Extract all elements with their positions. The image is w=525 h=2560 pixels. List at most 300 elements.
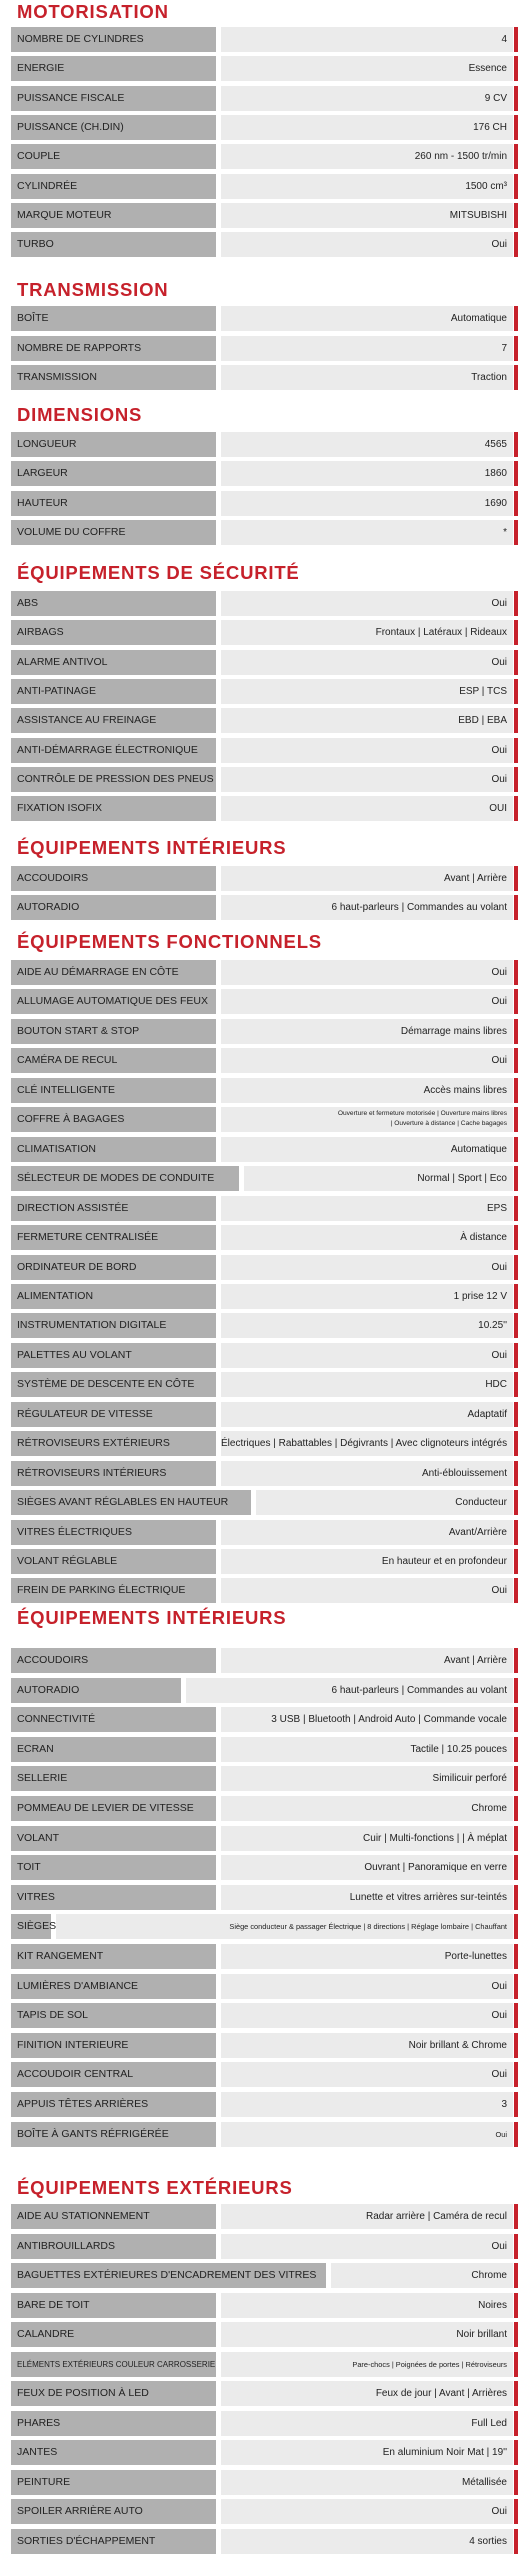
- spec-value: En aluminium Noir Mat | 19'': [221, 2440, 513, 2465]
- spec-label: CAMÉRA DE RECUL: [11, 1048, 216, 1073]
- spec-row: [11, 895, 518, 920]
- accent-bar: [514, 1678, 518, 1703]
- spec-value: Métallisée: [221, 2470, 513, 2495]
- spec-label: HAUTEUR: [11, 491, 216, 516]
- spec-label: VOLUME DU COFFRE: [11, 520, 216, 545]
- accent-bar: [514, 2499, 518, 2524]
- spec-row: [11, 1885, 518, 1910]
- spec-label: ALLUMAGE AUTOMATIQUE DES FEUX: [11, 989, 216, 1014]
- spec-row: [11, 1461, 518, 1486]
- spec-row: [11, 866, 518, 891]
- accent-bar: [514, 989, 518, 1014]
- spec-value: Noir brillant & Chrome: [221, 2033, 513, 2058]
- accent-bar: [514, 2263, 518, 2288]
- spec-value: Oui: [221, 2003, 513, 2028]
- accent-bar: [514, 591, 518, 616]
- spec-label: CALANDRE: [11, 2322, 216, 2347]
- accent-bar: [514, 620, 518, 645]
- spec-value: Cuir | Multi-fonctions | | À méplat: [221, 1826, 513, 1851]
- spec-label: SÉLECTEUR DE MODES DE CONDUITE: [11, 1166, 239, 1191]
- spec-row: [11, 2033, 518, 2058]
- spec-value: Essence: [221, 56, 513, 81]
- spec-value: 1 prise 12 V: [221, 1284, 513, 1309]
- spec-row: [11, 1578, 518, 1603]
- spec-row: [11, 2122, 518, 2147]
- spec-value: Full Led: [221, 2411, 513, 2436]
- spec-value: Oui: [221, 1343, 513, 1368]
- spec-label: CLIMATISATION: [11, 1137, 216, 1162]
- spec-row: [11, 2263, 518, 2288]
- spec-value: Oui: [221, 1255, 513, 1280]
- spec-label: TOIT: [11, 1855, 216, 1880]
- spec-row: [11, 1343, 518, 1368]
- spec-label: COFFRE À BAGAGES: [11, 1107, 216, 1132]
- spec-label: RÉGULATEUR DE VITESSE: [11, 1402, 216, 1427]
- spec-row: [11, 1431, 518, 1456]
- spec-value: ESP | TCS: [221, 679, 513, 704]
- spec-value-line: | Ouverture à distance | Cache bagages: [390, 1120, 507, 1127]
- spec-label: PUISSANCE (CH.DIN): [11, 115, 216, 140]
- spec-label: SIÈGES AVANT RÉGLABLES EN HAUTEUR: [11, 1490, 251, 1515]
- accent-bar: [514, 1648, 518, 1673]
- spec-label: ANTI-PATINAGE: [11, 679, 216, 704]
- spec-row: [11, 27, 518, 52]
- spec-value: 260 nm - 1500 tr/min: [221, 144, 513, 169]
- accent-bar: [514, 2062, 518, 2087]
- accent-bar: [514, 1343, 518, 1368]
- spec-row: [11, 336, 518, 361]
- accent-bar: [514, 796, 518, 821]
- spec-row: [11, 1974, 518, 1999]
- spec-value: 1500 cm³: [221, 174, 513, 199]
- spec-value: Conducteur: [256, 1490, 513, 1515]
- accent-bar: [514, 432, 518, 457]
- spec-label: RÉTROVISEURS EXTÉRIEURS: [11, 1431, 216, 1456]
- spec-label: CYLINDRÉE: [11, 174, 216, 199]
- accent-bar: [514, 461, 518, 486]
- spec-row: [11, 2381, 518, 2406]
- spec-row: [11, 203, 518, 228]
- spec-row: [11, 461, 518, 486]
- spec-label: ABS: [11, 591, 216, 616]
- accent-bar: [514, 1549, 518, 1574]
- accent-bar: [514, 2234, 518, 2259]
- spec-row: [11, 2003, 518, 2028]
- spec-row: [11, 2499, 518, 2524]
- accent-bar: [514, 2470, 518, 2495]
- spec-row: [11, 1137, 518, 1162]
- spec-row: [11, 144, 518, 169]
- spec-label: TURBO: [11, 232, 216, 257]
- spec-value: Porte-lunettes: [221, 1944, 513, 1969]
- spec-label: APPUIS TÊTES ARRIÈRES: [11, 2092, 216, 2117]
- spec-row: [11, 708, 518, 733]
- spec-label: VOLANT: [11, 1826, 216, 1851]
- spec-label: NOMBRE DE CYLINDRES: [11, 27, 216, 52]
- spec-label: CONNECTIVITÉ: [11, 1707, 216, 1732]
- spec-label: ANTI-DÉMARRAGE ÉLECTRONIQUE: [11, 738, 216, 763]
- spec-value: Normal | Sport | Eco: [244, 1166, 513, 1191]
- spec-value: En hauteur et en profondeur: [221, 1549, 513, 1574]
- accent-bar: [514, 491, 518, 516]
- spec-row: [11, 520, 518, 545]
- accent-bar: [514, 1225, 518, 1250]
- spec-label: SIÈGES: [11, 1914, 51, 1939]
- spec-value: [221, 1107, 513, 1132]
- spec-row: [11, 432, 518, 457]
- accent-bar: [514, 1707, 518, 1732]
- accent-bar: [514, 738, 518, 763]
- spec-row: [11, 1678, 518, 1703]
- spec-row: [11, 679, 518, 704]
- spec-row: [11, 989, 518, 1014]
- spec-label: BOUTON START & STOP: [11, 1019, 216, 1044]
- accent-bar: [514, 1107, 518, 1132]
- spec-value: Électriques | Rabattables | Dégivrants | Avec clignoteurs intégrés: [221, 1431, 513, 1456]
- spec-label: AUTORADIO: [11, 1678, 181, 1703]
- spec-value: 3 USB | Bluetooth | Android Auto | Commande vocale: [221, 1707, 513, 1732]
- accent-bar: [514, 306, 518, 331]
- accent-bar: [514, 1578, 518, 1603]
- spec-value: Oui: [221, 767, 513, 792]
- accent-bar: [514, 2003, 518, 2028]
- spec-value: Adaptatif: [221, 1402, 513, 1427]
- spec-value: MITSUBISHI: [221, 203, 513, 228]
- spec-value: Automatique: [221, 306, 513, 331]
- spec-row: [11, 1520, 518, 1545]
- spec-label: PHARES: [11, 2411, 216, 2436]
- spec-row: [11, 306, 518, 331]
- spec-label: FINITION INTERIEURE: [11, 2033, 216, 2058]
- spec-row: [11, 2204, 518, 2229]
- spec-label: SORTIES D'ÉCHAPPEMENT: [11, 2529, 216, 2554]
- accent-bar: [514, 1826, 518, 1851]
- spec-label: BAGUETTES EXTÉRIEURES D'ENCADREMENT DES VITRES: [11, 2263, 326, 2288]
- spec-label: RÉTROVISEURS INTÉRIEURS: [11, 1461, 216, 1486]
- spec-row: [11, 1196, 518, 1221]
- spec-row: [11, 1707, 518, 1732]
- spec-label: BOÎTE À GANTS RÉFRIGÉRÉE: [11, 2122, 216, 2147]
- accent-bar: [514, 520, 518, 545]
- spec-row: [11, 56, 518, 81]
- spec-label: ACCOUDOIRS: [11, 866, 216, 891]
- accent-bar: [514, 1196, 518, 1221]
- spec-row: [11, 1166, 518, 1191]
- spec-value: Oui: [221, 2122, 513, 2147]
- spec-value: 3: [221, 2092, 513, 2117]
- accent-bar: [514, 1914, 518, 1939]
- spec-label: SELLERIE: [11, 1766, 216, 1791]
- spec-label: AUTORADIO: [11, 895, 216, 920]
- spec-value: 10.25'': [221, 1313, 513, 1338]
- accent-bar: [514, 2122, 518, 2147]
- spec-value: Oui: [221, 591, 513, 616]
- section-title: ÉQUIPEMENTS INTÉRIEURS: [17, 1607, 287, 1628]
- accent-bar: [514, 960, 518, 985]
- spec-value: Similicuir perforé: [221, 1766, 513, 1791]
- spec-label: NOMBRE DE RAPPORTS: [11, 336, 216, 361]
- section-title: ÉQUIPEMENTS INTÉRIEURS: [17, 837, 287, 858]
- spec-row: [11, 1490, 518, 1515]
- spec-label: FIXATION ISOFIX: [11, 796, 216, 821]
- spec-label: ELÉMENTS EXTÉRIEURS COULEUR CARROSSERIE: [11, 2352, 216, 2377]
- spec-label: FREIN DE PARKING ÉLECTRIQUE: [11, 1578, 216, 1603]
- section-title: ÉQUIPEMENTS EXTÉRIEURS: [17, 2177, 293, 2198]
- spec-row: [11, 1255, 518, 1280]
- spec-value: Noires: [221, 2293, 513, 2318]
- spec-row: [11, 2440, 518, 2465]
- spec-label: SPOILER ARRIÈRE AUTO: [11, 2499, 216, 2524]
- spec-row: [11, 1648, 518, 1673]
- accent-bar: [514, 144, 518, 169]
- spec-row: [11, 2322, 518, 2347]
- spec-value: Oui: [221, 232, 513, 257]
- spec-label: PALETTES AU VOLANT: [11, 1343, 216, 1368]
- spec-label: TAPIS DE SOL: [11, 2003, 216, 2028]
- accent-bar: [514, 86, 518, 111]
- spec-label: BARE DE TOIT: [11, 2293, 216, 2318]
- accent-bar: [514, 2033, 518, 2058]
- spec-row: [11, 1019, 518, 1044]
- spec-value: Avant | Arrière: [221, 866, 513, 891]
- accent-bar: [514, 1078, 518, 1103]
- spec-label: MARQUE MOTEUR: [11, 203, 216, 228]
- spec-label: ECRAN: [11, 1737, 216, 1762]
- spec-row: [11, 491, 518, 516]
- accent-bar: [514, 1737, 518, 1762]
- spec-value: Avant/Arrière: [221, 1520, 513, 1545]
- spec-label: VITRES: [11, 1885, 216, 1910]
- spec-row: [11, 1914, 518, 1939]
- accent-bar: [514, 650, 518, 675]
- accent-bar: [514, 2352, 518, 2377]
- spec-value: Tactile | 10.25 pouces: [221, 1737, 513, 1762]
- accent-bar: [514, 2092, 518, 2117]
- accent-bar: [514, 2322, 518, 2347]
- spec-label: ORDINATEUR DE BORD: [11, 1255, 216, 1280]
- spec-value: Oui: [221, 989, 513, 1014]
- spec-row: [11, 1078, 518, 1103]
- spec-value: EBD | EBA: [221, 708, 513, 733]
- spec-value: Oui: [221, 1048, 513, 1073]
- spec-label: ASSISTANCE AU FREINAGE: [11, 708, 216, 733]
- spec-value: Automatique: [221, 1137, 513, 1162]
- spec-value: Oui: [221, 738, 513, 763]
- spec-value: Chrome: [331, 2263, 513, 2288]
- spec-label: LONGUEUR: [11, 432, 216, 457]
- spec-label: POMMEAU DE LEVIER DE VITESSE: [11, 1796, 216, 1821]
- accent-bar: [514, 174, 518, 199]
- spec-row: [11, 620, 518, 645]
- spec-row: [11, 2062, 518, 2087]
- accent-bar: [514, 1019, 518, 1044]
- spec-value: 6 haut-parleurs | Commandes au volant: [186, 1678, 513, 1703]
- spec-label: SYSTÈME DE DESCENTE EN CÔTE: [11, 1372, 216, 1397]
- accent-bar: [514, 2411, 518, 2436]
- spec-value: Chrome: [221, 1796, 513, 1821]
- spec-row: [11, 1402, 518, 1427]
- section-title: TRANSMISSION: [17, 279, 169, 300]
- spec-row: [11, 1372, 518, 1397]
- accent-bar: [514, 866, 518, 891]
- accent-bar: [514, 2204, 518, 2229]
- spec-value: Oui: [221, 1578, 513, 1603]
- spec-value-line: Ouverture et fermeture motorisée | Ouverture mains libres: [337, 1110, 507, 1117]
- accent-bar: [514, 203, 518, 228]
- spec-value: EPS: [221, 1196, 513, 1221]
- spec-value: 9 CV: [221, 86, 513, 111]
- accent-bar: [514, 2293, 518, 2318]
- spec-label: INSTRUMENTATION DIGITALE: [11, 1313, 216, 1338]
- spec-label: FERMETURE CENTRALISÉE: [11, 1225, 216, 1250]
- spec-row: [11, 365, 518, 390]
- accent-bar: [514, 1431, 518, 1456]
- spec-label: LUMIÈRES D'AMBIANCE: [11, 1974, 216, 1999]
- spec-label: TRANSMISSION: [11, 365, 216, 390]
- spec-label: BOÎTE: [11, 306, 216, 331]
- spec-row: [11, 1313, 518, 1338]
- accent-bar: [514, 1766, 518, 1791]
- spec-label: ANTIBROUILLARDS: [11, 2234, 216, 2259]
- spec-value: OUI: [221, 796, 513, 821]
- accent-bar: [514, 1048, 518, 1073]
- accent-bar: [514, 56, 518, 81]
- spec-label: DIRECTION ASSISTÉE: [11, 1196, 216, 1221]
- accent-bar: [514, 2381, 518, 2406]
- spec-label: ENERGIE: [11, 56, 216, 81]
- spec-label: ACCOUDOIR CENTRAL: [11, 2062, 216, 2087]
- spec-row: [11, 115, 518, 140]
- spec-label: FEUX DE POSITION À LED: [11, 2381, 216, 2406]
- spec-row: [11, 2092, 518, 2117]
- spec-row: [11, 2411, 518, 2436]
- spec-label: LARGEUR: [11, 461, 216, 486]
- accent-bar: [514, 336, 518, 361]
- spec-label: PEINTURE: [11, 2470, 216, 2495]
- accent-bar: [514, 1461, 518, 1486]
- spec-row: [11, 767, 518, 792]
- spec-label: PUISSANCE FISCALE: [11, 86, 216, 111]
- spec-value: 4565: [221, 432, 513, 457]
- spec-value: Siège conducteur & passager Électrique | 8 directions | Réglage lombaire | Chauffant: [56, 1914, 513, 1939]
- spec-label: ACCOUDOIRS: [11, 1648, 216, 1673]
- spec-row: [11, 1855, 518, 1880]
- spec-value: 176 CH: [221, 115, 513, 140]
- spec-row: [11, 1944, 518, 1969]
- spec-value: Démarrage mains libres: [221, 1019, 513, 1044]
- accent-bar: [514, 1284, 518, 1309]
- spec-value: Oui: [221, 960, 513, 985]
- spec-value: Pare-chocs | Poignées de portes | Rétroviseurs: [221, 2352, 513, 2377]
- spec-row: [11, 174, 518, 199]
- spec-row: [11, 2234, 518, 2259]
- spec-label: VOLANT RÉGLABLE: [11, 1549, 216, 1574]
- spec-value: Avant | Arrière: [221, 1648, 513, 1673]
- accent-bar: [514, 1796, 518, 1821]
- accent-bar: [514, 2440, 518, 2465]
- spec-row: [11, 1796, 518, 1821]
- section-title: ÉQUIPEMENTS FONCTIONNELS: [17, 931, 322, 952]
- spec-label: VITRES ÉLECTRIQUES: [11, 1520, 216, 1545]
- accent-bar: [514, 1885, 518, 1910]
- accent-bar: [514, 1944, 518, 1969]
- spec-row: [11, 1737, 518, 1762]
- spec-row: [11, 796, 518, 821]
- accent-bar: [514, 1855, 518, 1880]
- spec-row: [11, 232, 518, 257]
- accent-bar: [514, 1520, 518, 1545]
- accent-bar: [514, 679, 518, 704]
- spec-row: [11, 1826, 518, 1851]
- spec-value: Oui: [221, 650, 513, 675]
- spec-value: Feux de jour | Avant | Arrières: [221, 2381, 513, 2406]
- spec-value: Anti-éblouissement: [221, 1461, 513, 1486]
- accent-bar: [514, 27, 518, 52]
- spec-label: AIDE AU DÉMARRAGE EN CÔTE: [11, 960, 216, 985]
- spec-row: [11, 1284, 518, 1309]
- spec-label: ALIMENTATION: [11, 1284, 216, 1309]
- spec-label: CLÉ INTELLIGENTE: [11, 1078, 216, 1103]
- spec-label: JANTES: [11, 2440, 216, 2465]
- spec-row: [11, 1107, 518, 1132]
- spec-value: À distance: [221, 1225, 513, 1250]
- section-title: ÉQUIPEMENTS DE SÉCURITÉ: [17, 562, 300, 583]
- accent-bar: [514, 767, 518, 792]
- accent-bar: [514, 1490, 518, 1515]
- spec-value: Oui: [221, 2062, 513, 2087]
- spec-row: [11, 591, 518, 616]
- spec-value: Noir brillant: [221, 2322, 513, 2347]
- section-title: DIMENSIONS: [17, 404, 143, 425]
- spec-row: [11, 960, 518, 985]
- spec-label: KIT RANGEMENT: [11, 1944, 216, 1969]
- spec-row: [11, 1048, 518, 1073]
- spec-row: [11, 2470, 518, 2495]
- spec-value: Oui: [221, 2234, 513, 2259]
- accent-bar: [514, 232, 518, 257]
- accent-bar: [514, 2529, 518, 2554]
- spec-row: [11, 2352, 518, 2377]
- accent-bar: [514, 365, 518, 390]
- spec-row: [11, 1766, 518, 1791]
- spec-value: 4: [221, 27, 513, 52]
- section-title: MOTORISATION: [17, 1, 169, 22]
- spec-label: CONTRÔLE DE PRESSION DES PNEUS: [11, 767, 216, 792]
- accent-bar: [514, 1137, 518, 1162]
- accent-bar: [514, 708, 518, 733]
- spec-row: [11, 1225, 518, 1250]
- spec-value: 7: [221, 336, 513, 361]
- spec-value: Lunette et vitres arrières sur-teintés: [221, 1885, 513, 1910]
- accent-bar: [514, 1372, 518, 1397]
- spec-row: [11, 2529, 518, 2554]
- spec-row: [11, 2293, 518, 2318]
- spec-value: 4 sorties: [221, 2529, 513, 2554]
- spec-value: 1690: [221, 491, 513, 516]
- spec-value: Oui: [221, 1974, 513, 1999]
- spec-value: *: [221, 520, 513, 545]
- spec-value: HDC: [221, 1372, 513, 1397]
- spec-label: COUPLE: [11, 144, 216, 169]
- accent-bar: [514, 1166, 518, 1191]
- spec-row: [11, 738, 518, 763]
- spec-label: AIDE AU STATIONNEMENT: [11, 2204, 216, 2229]
- spec-label: ALARME ANTIVOL: [11, 650, 216, 675]
- spec-value: Traction: [221, 365, 513, 390]
- spec-row: [11, 1549, 518, 1574]
- accent-bar: [514, 1313, 518, 1338]
- spec-label: AIRBAGS: [11, 620, 216, 645]
